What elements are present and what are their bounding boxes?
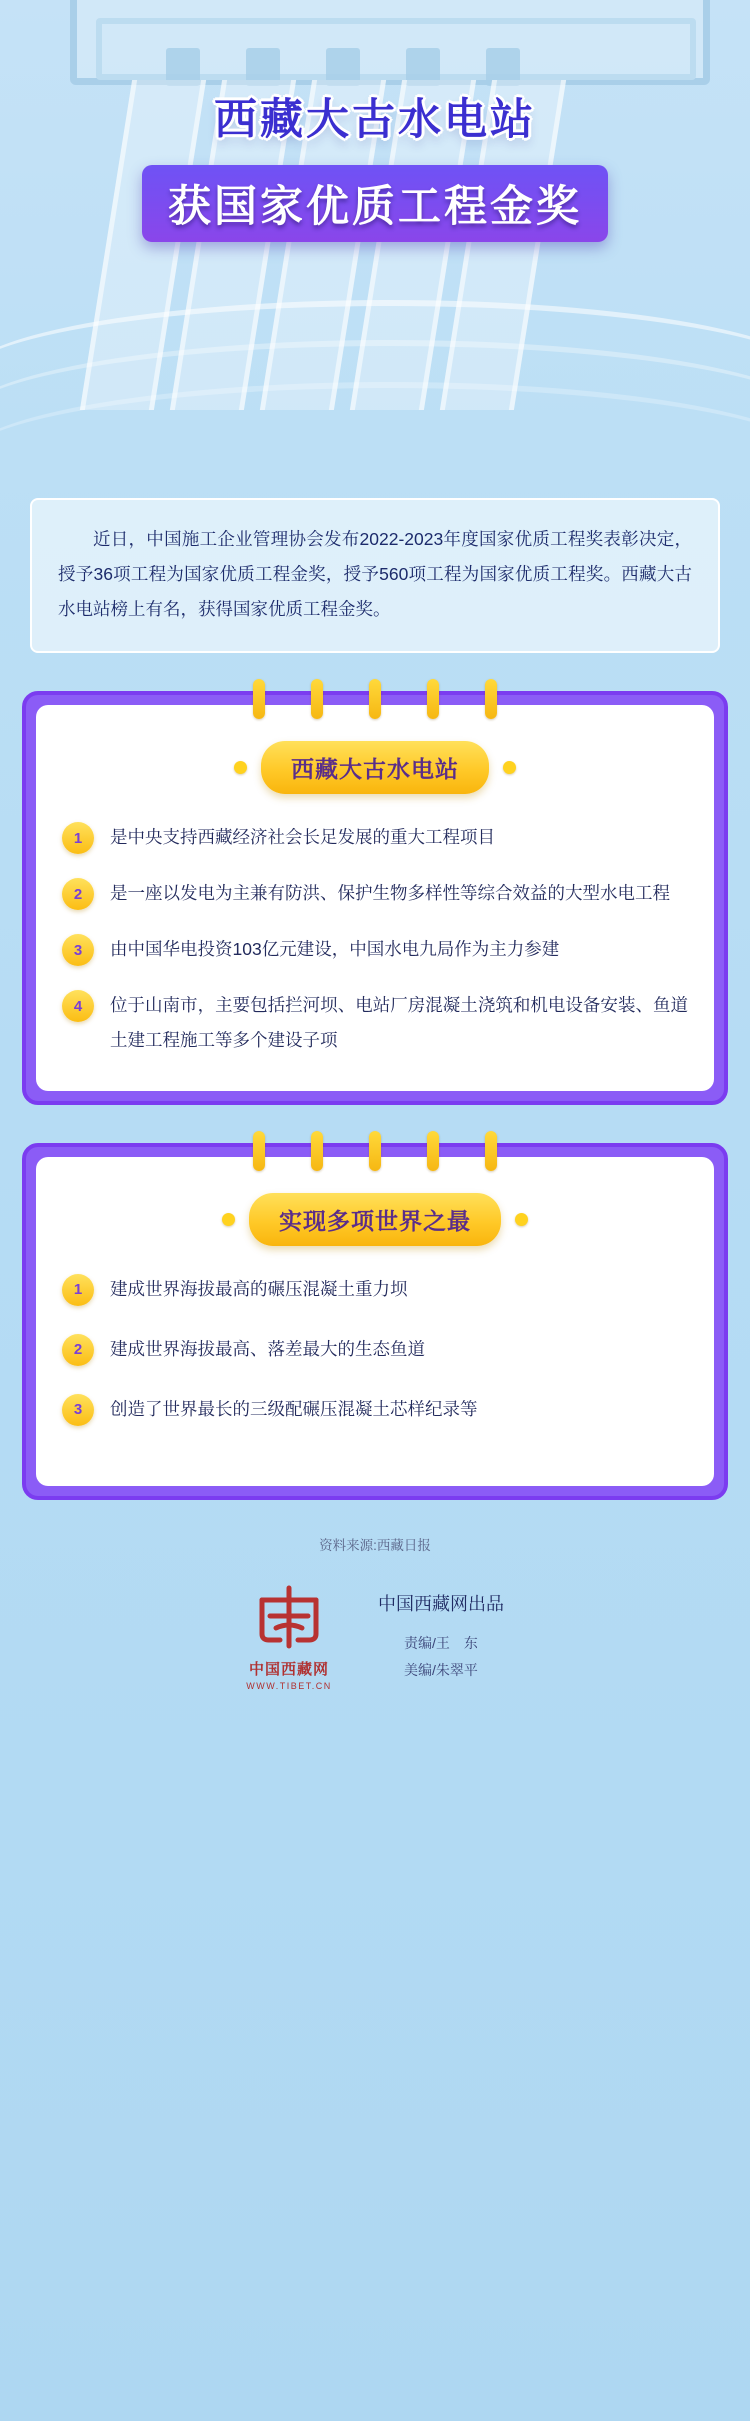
title-block	[0, 86, 750, 242]
list-item	[62, 1392, 688, 1426]
list-item	[62, 820, 688, 854]
page-subtitle: 获国家优质工程金奖	[142, 165, 608, 242]
logo-block	[246, 1582, 332, 1691]
list-item-number: 2	[62, 878, 94, 910]
source-note: 资料来源:西藏日报	[319, 1538, 431, 1553]
page-title: 西藏大古水电站	[214, 96, 536, 144]
produced-by: 中国西藏网出品	[378, 1593, 504, 1614]
editor-credit: 责编/王 东	[404, 1634, 478, 1651]
section-card-project-overview	[22, 691, 728, 1105]
intro-paragraph: 近日，中国施工企业管理协会发布2022-2023年度国家优质工程奖表彰决定，授予36项工程为国家优质工程金奖，授予560项工程为国家优质工程奖。西藏大古水电站榜上有名，获得国家优质工程金奖。	[58, 529, 692, 619]
list-item-number: 1	[62, 1274, 94, 1306]
hero-illustration	[0, 0, 750, 480]
ring-icon	[427, 679, 439, 719]
list-item	[62, 1332, 688, 1366]
list-item-text: 位于山南市，主要包括拦河坝、电站厂房混凝土浇筑和机电设备安装、鱼道土建工程施工等多个建设子项	[110, 995, 688, 1050]
logo-name: 中国西藏网	[248, 1661, 329, 1678]
ring-icon	[253, 1131, 265, 1171]
list-item	[62, 1272, 688, 1306]
ring-binder-decoration	[26, 679, 724, 719]
list-item-number: 3	[62, 1394, 94, 1426]
list-item-text: 是中央支持西藏经济社会长足发展的重大工程项目	[110, 827, 495, 847]
list-item	[62, 876, 688, 910]
section-heading: 实现多项世界之最	[249, 1193, 501, 1246]
dot-decoration-icon	[515, 1213, 528, 1226]
intro-card	[30, 498, 720, 653]
ring-binder-decoration	[26, 1131, 724, 1171]
list-item-text: 由中国华电投资103亿元建设，中国水电九局作为主力参建	[110, 939, 560, 960]
credits-block	[378, 1590, 504, 1683]
section-heading: 西藏大古水电站	[261, 741, 489, 794]
ring-icon	[485, 1131, 497, 1171]
list-item	[62, 932, 688, 966]
ring-icon	[311, 1131, 323, 1171]
list-item-text: 是一座以发电为主兼有防洪、保护生物多样性等综合效益的大型水电工程	[110, 883, 670, 904]
list-item-number: 3	[62, 934, 94, 966]
footer	[0, 1582, 750, 1731]
list-item-number: 2	[62, 1334, 94, 1366]
designer-credit: 美编/朱翠平	[404, 1661, 478, 1678]
list-item-text: 建成世界海拔最高、落差最大的生态鱼道	[110, 1338, 425, 1359]
logo-url: WWW.TIBET.CN	[246, 1681, 332, 1691]
ring-icon	[311, 679, 323, 719]
tibet-net-logo-icon	[246, 1582, 332, 1652]
dot-decoration-icon	[222, 1213, 235, 1226]
section-heading-row	[62, 741, 688, 794]
dot-decoration-icon	[503, 761, 516, 774]
list-item	[62, 988, 688, 1056]
section-card-world-records	[22, 1143, 728, 1500]
ring-icon	[369, 679, 381, 719]
list-item-number: 1	[62, 822, 94, 854]
ring-icon	[253, 679, 265, 719]
ring-icon	[427, 1131, 439, 1171]
section-heading-row	[62, 1193, 688, 1246]
ring-icon	[369, 1131, 381, 1171]
ring-icon	[485, 679, 497, 719]
list-item-text: 建成世界海拔最高的碾压混凝土重力坝	[110, 1278, 408, 1299]
dot-decoration-icon	[234, 761, 247, 774]
list-item-number: 4	[62, 990, 94, 1022]
list-item-text: 创造了世界最长的三级配碾压混凝土芯样纪录等	[110, 1398, 478, 1419]
